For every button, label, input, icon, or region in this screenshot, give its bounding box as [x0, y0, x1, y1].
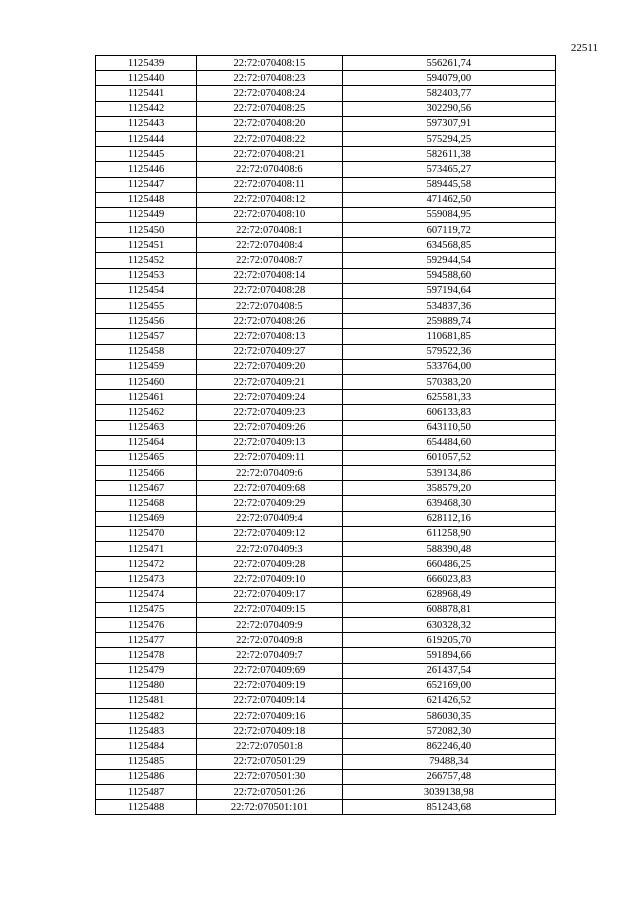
table-row: [96, 693, 556, 708]
cadastral-value-cell: 628112,16: [342, 511, 555, 526]
row-number-cell: 1125444: [96, 131, 197, 146]
cadastral-value-cell: 592944,54: [342, 253, 555, 268]
cadastral-value-cell: 607119,72: [342, 223, 555, 238]
cadastral-number-cell: 22:72:070408:11: [197, 177, 342, 192]
cadastral-number-cell: 22:72:070409:21: [197, 374, 342, 389]
table-row: [96, 633, 556, 648]
row-number-cell: 1125455: [96, 299, 197, 314]
cadastral-number-cell: 22:72:070409:9: [197, 617, 342, 632]
row-number-cell: 1125446: [96, 162, 197, 177]
table-row: [96, 557, 556, 572]
cadastral-value-cell: 611258,90: [342, 526, 555, 541]
row-number-cell: 1125453: [96, 268, 197, 283]
table-row: [96, 602, 556, 617]
cadastral-value-cell: 619205,70: [342, 633, 555, 648]
cadastral-value-cell: 862246,40: [342, 739, 555, 754]
table-row: [96, 283, 556, 298]
cadastral-value-cell: 851243,68: [342, 800, 555, 815]
row-number-cell: 1125478: [96, 648, 197, 663]
cadastral-value-cell: 625581,33: [342, 390, 555, 405]
row-number-cell: 1125482: [96, 709, 197, 724]
table-row: [96, 374, 556, 389]
row-number-cell: 1125451: [96, 238, 197, 253]
table-row: [96, 709, 556, 724]
table-row: [96, 785, 556, 800]
table-row: [96, 268, 556, 283]
cadastral-value-cell: 666023,83: [342, 572, 555, 587]
cadastral-number-cell: 22:72:070408:20: [197, 116, 342, 131]
table-row: [96, 587, 556, 602]
cadastral-value-cell: 570383,20: [342, 374, 555, 389]
row-number-cell: 1125475: [96, 602, 197, 617]
table-row: [96, 678, 556, 693]
cadastral-number-cell: 22:72:070409:29: [197, 496, 342, 511]
cadastral-value-cell: 110681,85: [342, 329, 555, 344]
cadastral-number-cell: 22:72:070408:7: [197, 253, 342, 268]
cadastral-value-cell: 261437,54: [342, 663, 555, 678]
cadastral-number-cell: 22:72:070408:25: [197, 101, 342, 116]
table-row: [96, 329, 556, 344]
cadastral-value-cell: 572082,30: [342, 724, 555, 739]
cadastral-value-cell: 654484,60: [342, 435, 555, 450]
table-row: [96, 223, 556, 238]
cadastral-number-cell: 22:72:070408:1: [197, 223, 342, 238]
cadastral-number-cell: 22:72:070501:8: [197, 739, 342, 754]
cadastral-value-cell: 639468,30: [342, 496, 555, 511]
table-row: [96, 86, 556, 101]
row-number-cell: 1125479: [96, 663, 197, 678]
cadastral-number-cell: 22:72:070409:16: [197, 709, 342, 724]
table-row: [96, 344, 556, 359]
cadastral-value-cell: 79488,34: [342, 754, 555, 769]
cadastral-number-cell: 22:72:070409:7: [197, 648, 342, 663]
cadastral-number-cell: 22:72:070408:6: [197, 162, 342, 177]
table-row: [96, 405, 556, 420]
cadastral-value-cell: 302290,56: [342, 101, 555, 116]
cadastral-number-cell: 22:72:070501:29: [197, 754, 342, 769]
table-row: [96, 116, 556, 131]
cadastral-number-cell: 22:72:070408:22: [197, 131, 342, 146]
cadastral-number-cell: 22:72:070409:11: [197, 450, 342, 465]
row-number-cell: 1125469: [96, 511, 197, 526]
cadastral-number-cell: 22:72:070409:4: [197, 511, 342, 526]
row-number-cell: 1125456: [96, 314, 197, 329]
row-number-cell: 1125486: [96, 769, 197, 784]
row-number-cell: 1125465: [96, 450, 197, 465]
table-row: [96, 71, 556, 86]
table-row: [96, 192, 556, 207]
table-row: [96, 663, 556, 678]
table-row: [96, 253, 556, 268]
cadastral-value-cell: 539134,86: [342, 466, 555, 481]
cadastral-value-cell: 597194,64: [342, 283, 555, 298]
table-row: [96, 800, 556, 815]
cadastral-number-cell: 22:72:070408:12: [197, 192, 342, 207]
table-row: [96, 466, 556, 481]
page-number: 22511: [570, 42, 598, 54]
table-row: [96, 207, 556, 222]
row-number-cell: 1125471: [96, 542, 197, 557]
cadastral-number-cell: 22:72:070408:15: [197, 56, 342, 71]
row-number-cell: 1125477: [96, 633, 197, 648]
table-row: [96, 56, 556, 71]
cadastral-number-cell: 22:72:070408:5: [197, 299, 342, 314]
cadastral-number-cell: 22:72:070408:21: [197, 147, 342, 162]
row-number-cell: 1125441: [96, 86, 197, 101]
cadastral-value-cell: 533764,00: [342, 359, 555, 374]
cadastral-number-cell: 22:72:070501:101: [197, 800, 342, 815]
row-number-cell: 1125488: [96, 800, 197, 815]
table-row: [96, 390, 556, 405]
table-row: [96, 314, 556, 329]
table-row: [96, 131, 556, 146]
cadastral-number-cell: 22:72:070408:10: [197, 207, 342, 222]
cadastral-number-cell: 22:72:070409:13: [197, 435, 342, 450]
row-number-cell: 1125460: [96, 374, 197, 389]
table-row: [96, 435, 556, 450]
cadastral-number-cell: 22:72:070409:8: [197, 633, 342, 648]
table-row: [96, 572, 556, 587]
cadastral-number-cell: 22:72:070409:24: [197, 390, 342, 405]
cadastral-value-cell: 601057,52: [342, 450, 555, 465]
cadastral-value-cell: 589445,58: [342, 177, 555, 192]
row-number-cell: 1125454: [96, 283, 197, 298]
table-row: [96, 299, 556, 314]
cadastral-number-cell: 22:72:070409:19: [197, 678, 342, 693]
table-row: [96, 481, 556, 496]
row-number-cell: 1125480: [96, 678, 197, 693]
cadastral-value-cell: 556261,74: [342, 56, 555, 71]
row-number-cell: 1125481: [96, 693, 197, 708]
row-number-cell: 1125461: [96, 390, 197, 405]
cadastral-value-cell: 621426,52: [342, 693, 555, 708]
cadastral-number-cell: 22:72:070408:24: [197, 86, 342, 101]
row-number-cell: 1125445: [96, 147, 197, 162]
cadastral-number-cell: 22:72:070409:14: [197, 693, 342, 708]
cadastral-number-cell: 22:72:070409:17: [197, 587, 342, 602]
row-number-cell: 1125462: [96, 405, 197, 420]
cadastral-value-cell: 579522,36: [342, 344, 555, 359]
row-number-cell: 1125483: [96, 724, 197, 739]
row-number-cell: 1125468: [96, 496, 197, 511]
cadastral-value-cell: 582403,77: [342, 86, 555, 101]
cadastral-number-cell: 22:72:070409:10: [197, 572, 342, 587]
cadastral-number-cell: 22:72:070409:18: [197, 724, 342, 739]
cadastral-value-cell: 594588,60: [342, 268, 555, 283]
cadastral-value-cell: 608878,81: [342, 602, 555, 617]
row-number-cell: 1125458: [96, 344, 197, 359]
table-row: [96, 420, 556, 435]
table-row: [96, 542, 556, 557]
cadastral-value-cell: 634568,85: [342, 238, 555, 253]
cadastral-value-cell: 628968,49: [342, 587, 555, 602]
cadastral-value-cell: 643110,50: [342, 420, 555, 435]
cadastral-value-cell: 597307,91: [342, 116, 555, 131]
row-number-cell: 1125452: [96, 253, 197, 268]
cadastral-number-cell: 22:72:070409:69: [197, 663, 342, 678]
cadastral-value-cell: 591894,66: [342, 648, 555, 663]
cadastral-value-cell: 471462,50: [342, 192, 555, 207]
cadastral-value-cell: 594079,00: [342, 71, 555, 86]
row-number-cell: 1125448: [96, 192, 197, 207]
cadastral-value-cell: 266757,48: [342, 769, 555, 784]
row-number-cell: 1125467: [96, 481, 197, 496]
row-number-cell: 1125449: [96, 207, 197, 222]
cadastral-value-cell: 259889,74: [342, 314, 555, 329]
row-number-cell: 1125466: [96, 466, 197, 481]
cadastral-number-cell: 22:72:070409:6: [197, 466, 342, 481]
cadastral-value-cell: 630328,32: [342, 617, 555, 632]
cadastral-number-cell: 22:72:070409:12: [197, 526, 342, 541]
row-number-cell: 1125484: [96, 739, 197, 754]
cadastral-number-cell: 22:72:070408:13: [197, 329, 342, 344]
table-row: [96, 147, 556, 162]
table-row: [96, 754, 556, 769]
cadastral-value-cell: 559084,95: [342, 207, 555, 222]
table-row: [96, 359, 556, 374]
cadastral-number-cell: 22:72:070409:68: [197, 481, 342, 496]
cadastral-number-cell: 22:72:070409:27: [197, 344, 342, 359]
cadastral-number-cell: 22:72:070409:3: [197, 542, 342, 557]
cadastral-number-cell: 22:72:070409:26: [197, 420, 342, 435]
table-row: [96, 648, 556, 663]
cadastral-number-cell: 22:72:070409:28: [197, 557, 342, 572]
row-number-cell: 1125473: [96, 572, 197, 587]
table-row: [96, 101, 556, 116]
row-number-cell: 1125485: [96, 754, 197, 769]
cadastral-value-cell: 358579,20: [342, 481, 555, 496]
row-number-cell: 1125487: [96, 785, 197, 800]
row-number-cell: 1125474: [96, 587, 197, 602]
cadastral-number-cell: 22:72:070408:14: [197, 268, 342, 283]
table-row: [96, 238, 556, 253]
cadastral-value-cell: 534837,36: [342, 299, 555, 314]
row-number-cell: 1125464: [96, 435, 197, 450]
cadastral-number-cell: 22:72:070408:23: [197, 71, 342, 86]
cadastral-value-cell: 575294,25: [342, 131, 555, 146]
cadastral-value-cell: 3039138,98: [342, 785, 555, 800]
cadastral-value-cell: 586030,35: [342, 709, 555, 724]
cadastral-value-cell: 660486,25: [342, 557, 555, 572]
table-row: [96, 739, 556, 754]
cadastral-value-cell: 652169,00: [342, 678, 555, 693]
row-number-cell: 1125439: [96, 56, 197, 71]
table-row: [96, 724, 556, 739]
row-number-cell: 1125459: [96, 359, 197, 374]
table-row: [96, 496, 556, 511]
cadastral-value-cell: 582611,38: [342, 147, 555, 162]
row-number-cell: 1125447: [96, 177, 197, 192]
table-row: [96, 162, 556, 177]
cadastral-value-table: [95, 55, 556, 815]
cadastral-number-cell: 22:72:070409:15: [197, 602, 342, 617]
row-number-cell: 1125470: [96, 526, 197, 541]
row-number-cell: 1125443: [96, 116, 197, 131]
cadastral-number-cell: 22:72:070501:26: [197, 785, 342, 800]
row-number-cell: 1125450: [96, 223, 197, 238]
cadastral-number-cell: 22:72:070408:26: [197, 314, 342, 329]
cadastral-value-cell: 588390,48: [342, 542, 555, 557]
table-row: [96, 769, 556, 784]
cadastral-number-cell: 22:72:070501:30: [197, 769, 342, 784]
row-number-cell: 1125476: [96, 617, 197, 632]
cadastral-number-cell: 22:72:070408:28: [197, 283, 342, 298]
cadastral-number-cell: 22:72:070409:23: [197, 405, 342, 420]
cadastral-number-cell: 22:72:070409:20: [197, 359, 342, 374]
table-row: [96, 617, 556, 632]
row-number-cell: 1125442: [96, 101, 197, 116]
row-number-cell: 1125463: [96, 420, 197, 435]
cadastral-number-cell: 22:72:070408:4: [197, 238, 342, 253]
table-row: [96, 511, 556, 526]
table-row: [96, 526, 556, 541]
table-row: [96, 450, 556, 465]
cadastral-value-cell: 606133,83: [342, 405, 555, 420]
row-number-cell: 1125472: [96, 557, 197, 572]
row-number-cell: 1125440: [96, 71, 197, 86]
row-number-cell: 1125457: [96, 329, 197, 344]
table-body: [96, 56, 556, 815]
cadastral-value-cell: 573465,27: [342, 162, 555, 177]
table-row: [96, 177, 556, 192]
